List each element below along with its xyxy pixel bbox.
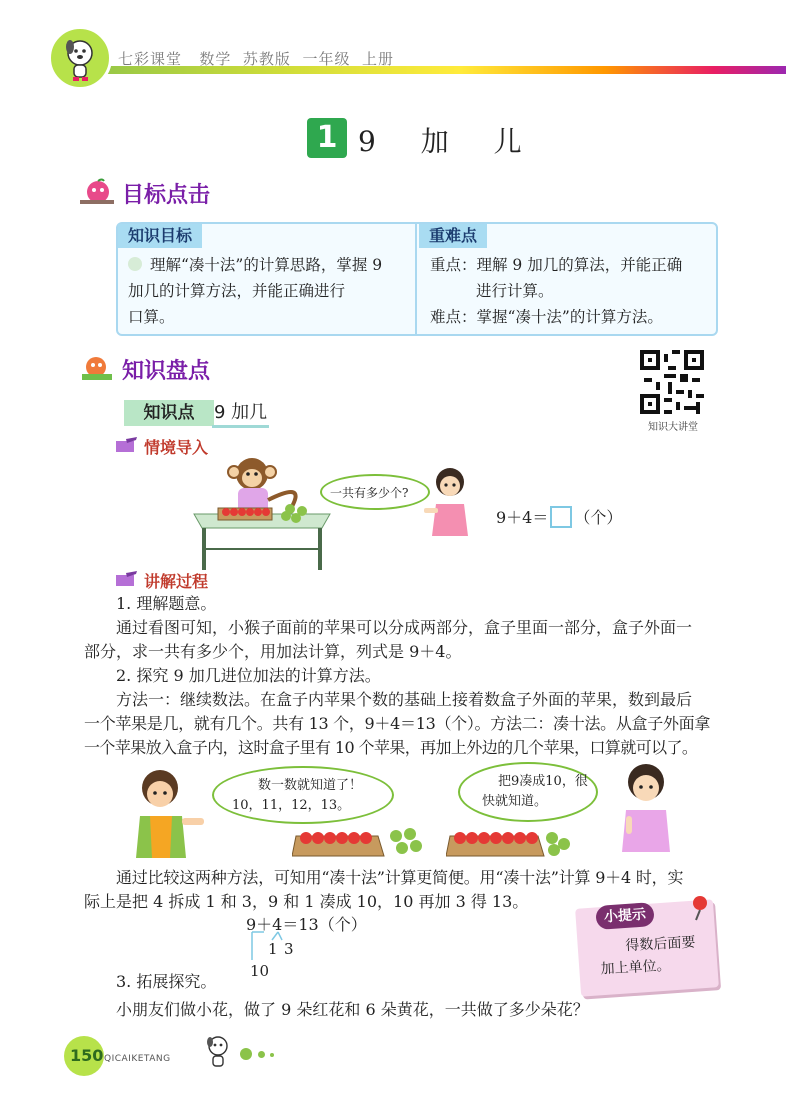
extend-question: 小朋友们做小花，做了 9 朵红花和 6 朵黄花，一共做了多少朵花？: [116, 1000, 589, 1019]
inventory-title: 知识盘点: [122, 359, 211, 384]
lesson-number: 1: [307, 118, 347, 158]
paragraph: 一个苹果是几，就有几个。共有 13 个，9＋4＝13（个）。方法二：凑十法。从盒子外面拿: [84, 714, 711, 733]
equation-unit: （个）: [574, 508, 623, 527]
lesson-title: 9 加 儿: [358, 125, 540, 158]
mascot-badge: [48, 26, 112, 90]
comparison-line-2: 际上是把 4 拆成 1 和 3，9 和 1 凑成 10，10 再加 3 得 13。: [84, 892, 529, 911]
header-volume: 上册: [362, 50, 395, 68]
knowledge-point-tag: 知识点: [124, 400, 214, 426]
paragraph: 1. 理解题意。: [116, 594, 217, 613]
question-bubble-text: 一共有多少个?: [330, 486, 409, 500]
bubble-counting-text: [232, 776, 362, 816]
boy-illustration: [120, 766, 210, 862]
apple-reader-icon: [78, 354, 116, 382]
bubble-make-ten-line-1: 把9凑成10，很: [498, 774, 588, 789]
bubble-make-ten-line-2: 快就知道。: [482, 794, 548, 809]
knowledge-line-1: 理解“凑十法”的计算思路，掌握 9: [150, 256, 383, 274]
tip-line-2: 加上单位。: [600, 957, 671, 978]
header-edition: 苏教版: [242, 50, 291, 68]
footer-dot-small: [270, 1053, 274, 1057]
footer-dot-medium: [258, 1051, 265, 1058]
bubble-make-ten-text: [482, 772, 588, 812]
tip-line-1: 得数后面要: [625, 934, 696, 955]
qr-code[interactable]: [640, 350, 704, 414]
knowledge-goal-text: [128, 252, 414, 330]
key-line-1: 重点：理解 9 加几的算法，并能正确: [430, 256, 683, 274]
apple-teacher-icon: [78, 178, 116, 206]
key-line-2: 进行计算。: [476, 282, 554, 300]
goals-heading: [78, 178, 211, 210]
footer-mascot-icon: [198, 1032, 238, 1072]
paragraph: 2. 探究 9 加几进位加法的计算方法。: [116, 666, 381, 685]
qr-caption: 知识大讲堂: [648, 422, 698, 433]
tip-text: [599, 932, 697, 981]
qr-code-icon: [640, 350, 704, 414]
monkey-apples-illustration: [190, 456, 334, 572]
bullet-dot: [128, 257, 142, 271]
knowledge-goal-label: 知识目标: [118, 224, 202, 248]
header-series: 七彩课堂: [118, 50, 183, 68]
inventory-heading: [78, 354, 211, 386]
bubble-counting-line-1: 数一数就知道了！: [258, 778, 363, 793]
knowledge-point-name: 9 加几: [212, 398, 269, 428]
explanation-heading: [116, 571, 209, 591]
apple-box-left: [292, 822, 442, 862]
tip-title: 小提示: [595, 902, 655, 930]
paragraph: 一个苹果放入盒子内，这时盒子里有 10 个苹果，再加上外边的几个苹果，口算就可以了。: [84, 738, 698, 757]
mascot-dog-icon: [51, 29, 109, 87]
folder-pencil-icon: [116, 571, 138, 587]
header-grade: 一年级: [302, 50, 351, 68]
footer-dot-large: [240, 1048, 252, 1060]
explanation-title: 讲解过程: [144, 572, 209, 591]
page-number: 150: [70, 1046, 104, 1065]
goals-title: 目标点击: [122, 183, 211, 208]
key-line-3: 难点：掌握“凑十法”的计算方法。: [430, 308, 663, 326]
header-subject: 数学: [199, 50, 232, 68]
explanation-body: [84, 592, 736, 760]
knowledge-line-2: 加几的计算方法，并能正确进行: [128, 282, 346, 300]
situation-title: 情境导入: [144, 438, 209, 457]
pushpin-icon: [688, 894, 712, 922]
key-points-text: [430, 252, 714, 330]
situation-equation: [496, 505, 622, 528]
split-one: 1: [268, 940, 278, 958]
paragraph: 通过看图可知，小猴子面前的苹果可以分成两部分，盒子里面一部分，盒子外面一: [116, 618, 693, 637]
header-breadcrumb: [118, 48, 394, 69]
comparison-line-1: 通过比较这两种方法，可知用“凑十法”计算更简便。用“凑十法”计算 9＋4 时，实: [116, 868, 684, 887]
make-ten-equation: 9＋4＝13（个）: [246, 915, 367, 934]
extend-heading: 3. 拓展探究。: [116, 972, 217, 991]
situation-heading: [116, 437, 209, 457]
folder-pencil-icon: [116, 437, 138, 453]
answer-box[interactable]: [550, 506, 572, 528]
equation-left: 9＋4＝: [496, 508, 549, 527]
girl-illustration: [422, 464, 478, 540]
girl-pointing-illustration: [612, 760, 678, 856]
knowledge-line-3: 口算。: [128, 308, 175, 326]
footer-brand: QICAIKETANG: [104, 1054, 171, 1064]
goals-divider: [415, 222, 417, 336]
split-three: 3: [284, 940, 294, 958]
split-ten: 10: [250, 962, 270, 980]
paragraph: 方法一：继续数法。在盒子内苹果个数的基础上接着数盒子外面的苹果，数到最后: [116, 690, 693, 709]
paragraph: 部分，求一共有多少个，用加法计算，列式是 9＋4。: [84, 642, 462, 661]
bubble-counting-line-2: 10，11，12，13。: [232, 798, 351, 813]
apple-box-right: [446, 820, 576, 862]
key-points-label: 重难点: [419, 224, 487, 248]
